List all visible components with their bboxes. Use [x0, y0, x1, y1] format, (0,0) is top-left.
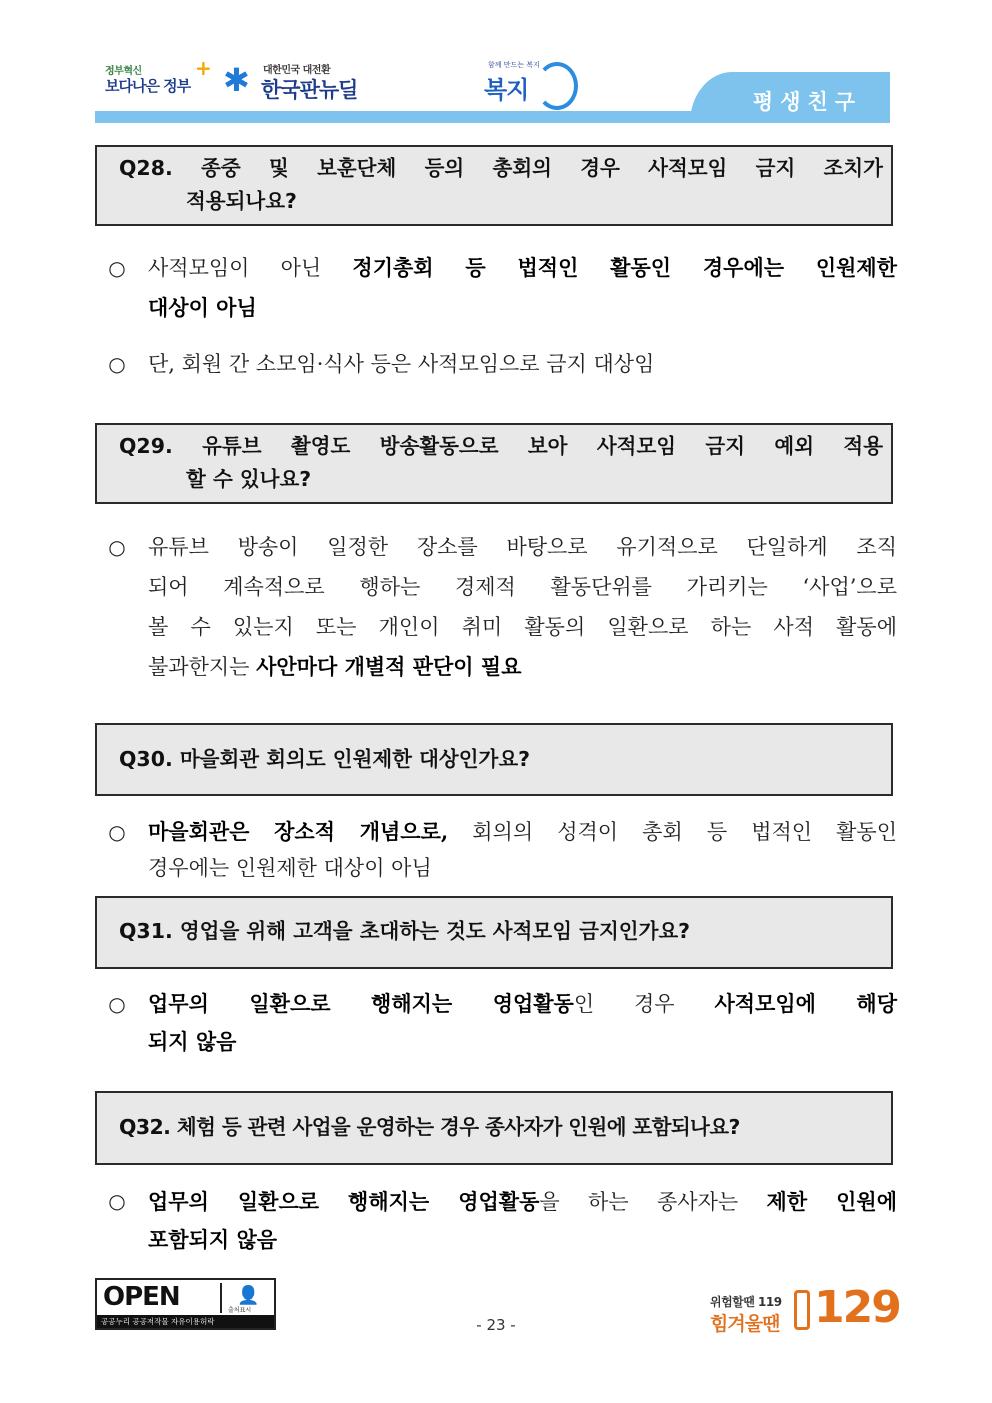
answer-line: 업무의 일환으로 행해지는 영업활동을 하는 종사자는 제한 인원에 — [148, 1189, 897, 1214]
korean-new-deal-logo — [223, 60, 373, 104]
welfare-small-text: 함께 만드는 복지 — [488, 61, 540, 69]
answer-line: 볼 수 있는지 또는 개인이 취미 활동의 일환으로 하는 사적 활동에 — [148, 615, 897, 639]
circle-bullet-icon: ○ — [108, 352, 126, 376]
gov-logo-small-text: 정부혁신 — [105, 66, 142, 77]
question-line: Q29. 유튜브 촬영도 방송활동으로 보아 사적모임 금지 예외 적용 — [119, 434, 883, 458]
phone-icon — [794, 1290, 810, 1330]
new-deal-big-text: 한국판뉴딜 — [261, 78, 358, 102]
gov-logo-big-text: 보다나은 정부 — [105, 77, 191, 95]
circle-bullet-icon: ○ — [108, 1189, 126, 1213]
answer-line: 유튜브 방송이 일정한 장소를 바탕으로 유기적으로 단일하게 조직 — [148, 535, 897, 559]
arc-icon — [536, 62, 578, 110]
gov-innovation-logo — [105, 56, 215, 106]
open-license-badge — [95, 1278, 276, 1330]
question-box-q32 — [95, 1091, 893, 1165]
answer-line: 되지 않음 — [148, 1029, 237, 1054]
circle-bullet-icon: ○ — [108, 820, 126, 844]
welfare-big-text: 복지 — [484, 76, 529, 104]
welfare-ministry-logo — [480, 58, 580, 108]
hotline-small-text: 위험할땐 119 — [710, 1295, 782, 1309]
person-icon: 👤 — [237, 1285, 260, 1306]
answer-line: 경우에는 인원제한 대상이 아님 — [148, 856, 432, 880]
page-header — [95, 50, 890, 124]
answer-line: 마을회관은 장소적 개념으로, 회의의 성격이 총회 등 법적인 활동인 — [148, 819, 897, 844]
question-line: Q30. 마을회관 회의도 인원제한 대상인가요? — [119, 747, 531, 771]
answer-line: 포함되지 않음 — [148, 1227, 278, 1252]
page-number: - 23 - — [476, 1316, 516, 1334]
answer-item — [105, 1183, 897, 1259]
question-text — [119, 1111, 883, 1144]
circle-bullet-icon: ○ — [108, 992, 126, 1016]
question-line: 적용되나요? — [186, 189, 297, 213]
hotline-129-logo — [710, 1276, 900, 1336]
answer-item — [105, 344, 897, 384]
question-line: Q32. 체험 등 관련 사업을 운영하는 경우 종사자가 인원에 포함되나요? — [119, 1115, 740, 1139]
open-label: OPEN — [103, 1282, 180, 1312]
hotline-number: 129 — [814, 1282, 900, 1333]
license-strip: 공공누리 공공저작물 자유이용허락 — [97, 1315, 274, 1328]
star-burst-icon: ✱ — [223, 61, 250, 99]
question-box-q30 — [95, 723, 893, 796]
question-line: 할 수 있나요? — [186, 467, 312, 491]
answer-line: 되어 계속적으로 행하는 경제적 활동단위를 가리키는 ‘사업’으로 — [148, 575, 897, 599]
answer-item — [105, 248, 897, 328]
question-line: Q31. 영업을 위해 고객을 초대하는 것도 사적모임 금지인가요? — [119, 919, 691, 943]
answer-line: 사적모임이 아닌 정기총회 등 법적인 활동인 경우에는 인원제한 — [148, 255, 897, 280]
answer-item — [105, 814, 897, 886]
question-box-q31 — [95, 896, 893, 969]
question-text — [119, 430, 883, 496]
question-box-q28 — [95, 145, 893, 226]
new-deal-small-text: 대한민국 대전환 — [263, 65, 331, 76]
answer-item — [105, 985, 897, 1061]
answer-line: 단, 회원 간 소모임·식사 등은 사적모임으로 금지 대상임 — [148, 352, 655, 376]
attribution-label: 출처표시 — [228, 1307, 252, 1314]
circle-bullet-icon: ○ — [108, 256, 126, 280]
question-text — [119, 915, 883, 948]
attribution-box — [220, 1283, 274, 1313]
section-tab-label: 평생친구 — [752, 90, 863, 114]
question-box-q29 — [95, 423, 893, 504]
circle-bullet-icon: ○ — [108, 535, 126, 559]
hotline-big-text: 힘겨울땐 — [710, 1313, 780, 1335]
question-text — [119, 152, 883, 218]
answer-item — [105, 527, 897, 687]
answer-line: 업무의 일환으로 행해지는 영업활동인 경우 사적모임에 해당 — [148, 991, 897, 1016]
answer-line: 불과한지는 사안마다 개별적 판단이 필요 — [148, 654, 522, 679]
plus-icon: + — [195, 56, 212, 80]
question-line: Q28. 종중 및 보훈단체 등의 총회의 경우 사적모임 금지 조치가 — [119, 156, 883, 180]
question-text — [119, 743, 883, 776]
answer-line: 대상이 아님 — [148, 295, 257, 320]
